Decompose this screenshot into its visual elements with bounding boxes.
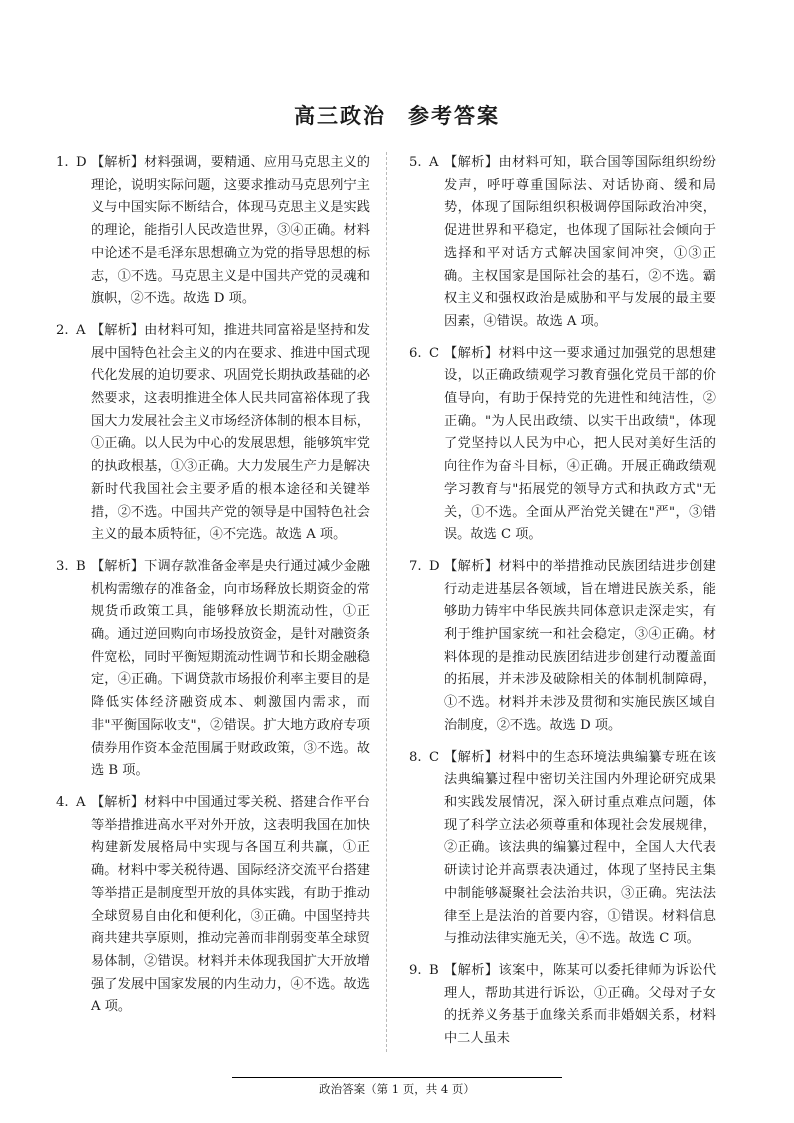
answer-choice: A — [76, 794, 86, 810]
footer-text: 政治答案（第 1 页，共 4 页） — [232, 1077, 562, 1097]
answer-choice: D — [429, 558, 440, 574]
answer-choice: B — [76, 558, 86, 574]
answer-number: 1. — [56, 155, 69, 170]
answer-number: 5. — [409, 155, 422, 170]
answer-item — [56, 556, 370, 783]
answer-explanation: 【解析】材料中这一要求通过加强党的思想建设，以正确政绩观学习教育强化党员干部的价值导向，有助于保持党的先进性和纯洁性，②正确。"为人民出政绩、以实干出政绩"，体现了党坚持以人民为中心，把人民对美好生活的向往作为奋斗目标，④正确。开展正确政绩观学习教育与"拓展党的领导方式和执政方式"无关，①不选。全面从严治党关键在"严"，③错误。故选 C 项。 — [444, 345, 716, 543]
answer-number: 3. — [56, 558, 69, 574]
answer-choice: C — [429, 749, 440, 765]
answer-explanation: 【解析】材料中中国通过零关税、搭建合作平台等举措推进高水平对外开放，这表明我国在加快构建新发展格局中实现与各国互利共赢，①正确。材料中零关税待遇、国际经济交流平台搭建等举措正是制度型开放的具体实践，有助于推动全球贸易自由化和便利化，③正确。中国坚持共商共建共享原则，推动完善而非削弱变革全球贸易体制，②错误。材料并未体现我国扩大开放增强了发展中国家发展的内生动力，④不选。故选 A 项。 — [91, 794, 370, 1015]
answer-item — [409, 747, 716, 951]
answer-number: 4. — [56, 794, 69, 810]
answer-choice: A — [429, 155, 439, 170]
answer-number: 2. — [56, 322, 69, 338]
page-title — [0, 100, 794, 130]
answer-number: 8. — [409, 749, 422, 765]
answer-explanation: 【解析】由材料可知，联合国等国际组织纷纷发声，呼吁尊重国际法、对话协商、缓和局势，体现了国际组织积极调停国际政治冲突，促进世界和平稳定，也体现了国际社会倾向于选择和平对话方式解决国家间冲突，①③正确。主权国家是国际社会的基石，②不选。霸权主义和强权政治是威胁和平与发展的最主要因素，④错误。故选 A 项。 — [444, 155, 716, 329]
answer-number: 6. — [409, 345, 422, 361]
answer-choice: C — [429, 345, 440, 361]
answer-choice: A — [76, 322, 86, 338]
answer-item — [56, 152, 370, 311]
answer-explanation: 【解析】该案中，陈某可以委托律师为诉讼代理人，帮助其进行诉讼，①正确。父母对子女的抚养义务基于血缘关系而非婚姻关系，材料中二人虽未 — [444, 962, 716, 1047]
answer-explanation: 【解析】材料强调，要精通、应用马克思主义的理论，说明实际问题，这要求推动马克思列宁主义与中国实际不断结合，体现马克思主义是实践的理论，能指引人民改造世界，③④正确。材料中论述不是毛泽东思想确立为党的指导思想的标志，①不选。马克思主义是中国共产党的灵魂和旗帜，②不选。故选 D 项。 — [91, 155, 370, 307]
answer-item — [56, 320, 370, 547]
answer-item — [409, 152, 716, 334]
answer-item — [409, 960, 716, 1051]
answer-item — [409, 343, 716, 547]
right-column — [386, 152, 716, 1052]
answer-columns — [56, 152, 740, 1052]
answer-choice: D — [76, 155, 87, 170]
page-title-subject: 高三政治 — [294, 103, 386, 128]
page-footer — [0, 1077, 794, 1097]
left-column — [56, 152, 386, 1052]
answer-explanation: 【解析】材料中的生态环境法典编纂专班在该法典编纂过程中密切关注国内外理论研究成果和实践发展情况，深入研讨重点难点问题，体现了科学立法必须尊重和体现社会发展规律，②正确。该法典的编纂过程中，全国人大代表研读讨论并高票表决通过，体现了坚持民主集中制能够凝聚社会法治共识，③正确。宪法法律至上是法治的首要内容，①错误。材料信息与推动法律实施无关，④不选。故选 C 项。 — [444, 749, 716, 947]
answer-number: 7. — [409, 558, 422, 574]
page-title-type: 参考答案 — [408, 103, 500, 128]
answer-explanation: 【解析】下调存款准备金率是央行通过减少金融机构需缴存的准备金，向市场释放长期资金的常规货币政策工具，能够释放长期流动性，①正确。通过逆回购向市场投放资金，是针对融资条件宽松，同时平衡短期流动性调节和长期金融稳定，④正确。下调贷款市场报价利率主要目的是降低实体经济融资成本、刺激国内需求，而非"平衡国际收支"，②错误。扩大地方政府专项债券用作资本金范围属于财政政策，③不选。故选 B 项。 — [91, 558, 370, 779]
answer-explanation: 【解析】由材料可知，推进共同富裕是坚持和发展中国特色社会主义的内在要求、推进中国式现代化发展的迫切要求、巩固党长期执政基础的必然要求，这表明推进全体人民共同富裕体现了我国大力发展社会主义市场经济体制的根本目标，①正确。以人民为中心的发展思想，能够筑牢党的执政根基，①③正确。大力发展生产力是解决新时代我国社会主要矛盾的根本途径和关键举措，②不选。中国共产党的领导是中国特色社会主义的最本质特征，④不完选。故选 A 项。 — [91, 322, 370, 543]
answer-number: 9. — [409, 962, 422, 978]
answer-explanation: 【解析】材料中的举措推动民族团结进步创建行动走进基层各领域，旨在增进民族关系，能够助力铸牢中华民族共同体意识走深走实，有利于维护国家统一和社会稳定，③④正确。材料体现的是推动民族团结进步创建行动覆盖面的拓展，并未涉及破除相关的体制机制障碍，①不选。材料并未涉及贯彻和实施民族区域自治制度，②不选。故选 D 项。 — [444, 558, 716, 733]
answer-item — [56, 792, 370, 1019]
answer-choice: B — [429, 962, 439, 978]
answer-item — [409, 556, 716, 738]
